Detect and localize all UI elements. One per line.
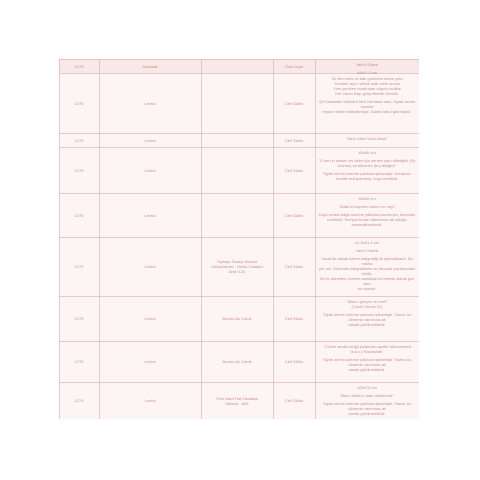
table-row bbox=[59, 147, 419, 193]
note-paragraph: Yatırıl Süresi bbox=[355, 62, 379, 67]
cell-notes bbox=[315, 237, 419, 296]
table-row bbox=[59, 382, 419, 419]
cell-location: - bbox=[236, 63, 238, 69]
cell-location: Bursa Ulu Camii bbox=[222, 316, 252, 321]
cell-type: Levha bbox=[144, 398, 156, 403]
cell-number: 1278 bbox=[74, 63, 84, 69]
cell-number: 1278 bbox=[74, 167, 84, 173]
note-paragraph: 44x61.3 cm bbox=[356, 70, 378, 75]
note-paragraph: Yazar ilk olarak kalem kaligrafiği ile yazmaktadır. Bu nüsha yer alır. Dönemin kaligrafisinin en tanınan yazılarından biridir. Ve bu dönemin üzerine sanatsal bir estetik olarak göz alıcı bir eserdir. bbox=[318, 256, 416, 291]
cell-technique: Celî Sülüs bbox=[284, 316, 304, 321]
cell-type: Levha bbox=[144, 167, 156, 173]
cell-technique: Celî Sülüs bbox=[284, 100, 304, 106]
cell-type: Seccade bbox=[142, 63, 158, 69]
table-row bbox=[59, 133, 419, 147]
note-paragraph: 100x79 cm bbox=[357, 385, 377, 390]
note-paragraph: "Allah'ı gerçek ve ezeli" (Yâsîn Süresi 21) bbox=[346, 299, 388, 309]
note-paragraph: "O sen ki kimse her daim için verilen ayın dilediğini (Ey inanan) ve bilinmez (bu) dileğini" bbox=[318, 158, 416, 168]
cell-type: Levha bbox=[144, 316, 156, 321]
cell-type: Levha bbox=[144, 264, 156, 269]
note-paragraph: Şîr Kanaatler Müddeti besi Mevlânâ dahi, Siyah zemin üzerine beyaz renkle hattedilmiştir. Saatli kabul görmüştür. bbox=[318, 99, 416, 114]
cell-notes bbox=[315, 296, 419, 341]
cell-location bbox=[201, 193, 273, 237]
note-paragraph: Siyah zemin üzerine yaldızla işlenmiştir. Yazısı bu dönemin tanımına ait olarak görülmektedir. bbox=[323, 357, 411, 372]
note-paragraph: 41.5x61.4 cm bbox=[354, 240, 379, 245]
note-paragraph: Siyah zemin üzerine yaldızla işlenmiştir. Kenarları motifle tezhiplenmiş, koyu renklidir. bbox=[323, 171, 411, 181]
note-paragraph: 45x60 cm bbox=[358, 196, 376, 201]
cell-notes bbox=[315, 341, 419, 382]
cell-type: Levha bbox=[144, 359, 156, 364]
cell-technique: Celî Sülüs bbox=[284, 167, 304, 173]
cell-notes bbox=[315, 133, 419, 147]
note-paragraph: 45x60 cm bbox=[358, 150, 376, 155]
cell-number: 1278 bbox=[74, 100, 84, 106]
cell-number: 1279 bbox=[74, 398, 84, 403]
note-paragraph: Siyah zemin üzerine yaldızla işlenmiştir. Yazısı bu dönemin tanımına ait olarak görülmektedir. bbox=[323, 401, 411, 416]
cell-technique: Sulu boya bbox=[285, 63, 303, 69]
cell-number: 1279 bbox=[74, 359, 84, 364]
table-row bbox=[59, 193, 419, 237]
cell-location: Topkapı Sarayı Müzesi Kütüphanesi - Hırka-i Saadet Arşiv 122 bbox=[211, 259, 263, 274]
note-paragraph: "Cümle serdin birliği kullanılan ayette Muhammed (s.a.v.) Rasûlullah" bbox=[323, 344, 411, 354]
cell-number: 1278 bbox=[74, 137, 84, 143]
cell-type: Levha bbox=[144, 212, 156, 218]
cell-technique: Celî Sülüs bbox=[284, 398, 304, 403]
cell-notes bbox=[315, 59, 419, 73]
cell-location bbox=[201, 133, 273, 147]
cell-location: Bursa Ulu Camii bbox=[222, 359, 252, 364]
note-paragraph: Koyu renkte kağıt üzerine yaldızla yazılmıştır, kenarları motiflidir. Tezhipli kenarı dönemine ait olduğu zannedilmektedir. bbox=[318, 212, 416, 227]
note-paragraph: Yatırıl Süresi bbox=[355, 248, 379, 253]
cell-location: - bbox=[236, 100, 238, 106]
record-table bbox=[59, 59, 419, 419]
note-paragraph: "Nem Allah Vekil olsun" bbox=[346, 136, 388, 141]
note-paragraph: Ve ölen nefs ve tatlı gününün süren yolu Yeniden aynı nefisle halk edilir ancak Yine yeniden tarafından ulaşılır birlikte Her canın başı gelip elbette dönülür bbox=[331, 76, 403, 96]
cell-technique: Celî Sülüs bbox=[284, 359, 304, 364]
note-paragraph: Siyah zemin üzerine yaldızla işlenmiştir. Yazısı bu dönemin tanımına ait olarak görülmektedir. bbox=[323, 312, 411, 327]
cell-type: Levha bbox=[144, 100, 156, 106]
cell-number: 1278 bbox=[74, 212, 84, 218]
cell-type: Levha bbox=[144, 137, 156, 143]
table-row bbox=[59, 73, 419, 133]
table-row bbox=[59, 237, 419, 296]
cell-technique: Celî Sülüs bbox=[284, 137, 304, 143]
table-row bbox=[59, 59, 419, 73]
table-row bbox=[59, 296, 419, 341]
note-paragraph: "Allah'ın hayrının haber ve neyi" bbox=[338, 204, 396, 209]
cell-location: Türk Vakıf Hat Sanatları Müzesi - 849 bbox=[215, 395, 259, 406]
cell-technique: Celî Sülüs bbox=[284, 264, 304, 269]
cell-technique: Celî Sülüs bbox=[284, 212, 304, 218]
cell-notes bbox=[315, 193, 419, 237]
cell-notes bbox=[315, 147, 419, 193]
cell-number: 1279 bbox=[74, 316, 84, 321]
cell-notes bbox=[315, 382, 419, 419]
note-paragraph: "Bunu Allah'ın sizin nefsinizdir" bbox=[339, 393, 395, 398]
table-row bbox=[59, 341, 419, 382]
cell-notes bbox=[315, 73, 419, 133]
cell-number: 1279 bbox=[74, 264, 84, 269]
cell-location bbox=[201, 147, 273, 193]
